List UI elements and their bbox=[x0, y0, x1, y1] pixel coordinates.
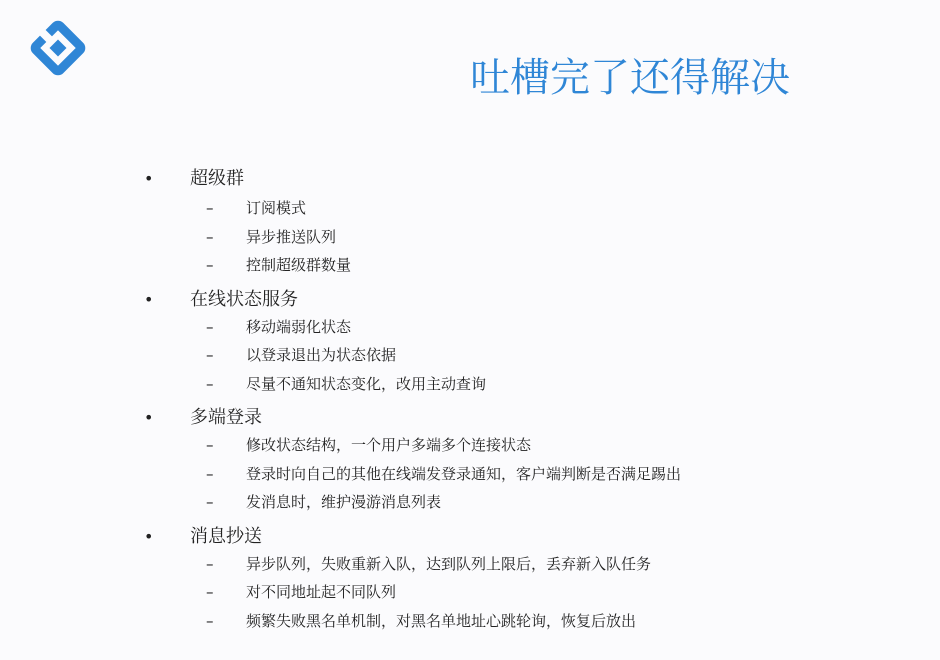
sub-item-label: 异步队列，失败重新入队，达到队列上限后，丢弃新入队任务 bbox=[246, 554, 652, 573]
bullet-dot-icon: • bbox=[144, 526, 154, 546]
dash-icon: – bbox=[206, 227, 214, 246]
bullet-label: 消息抄送 bbox=[190, 525, 262, 547]
bullet-item bbox=[140, 524, 920, 550]
sub-item-label: 修改状态结构，一个用户多端多个连接状态 bbox=[246, 436, 532, 454]
sub-item-label: 订阅模式 bbox=[246, 199, 307, 217]
sub-item-label: 控制超级群数量 bbox=[246, 256, 352, 274]
bullet-dot-icon: • bbox=[144, 408, 154, 427]
bullet-item bbox=[140, 405, 920, 431]
sub-item bbox=[140, 607, 920, 636]
sub-item bbox=[140, 460, 920, 489]
page-title: 吐槽完了还得解决 bbox=[470, 55, 790, 101]
sub-item-label: 发消息时，维护漫游消息列表 bbox=[246, 493, 442, 511]
sub-item bbox=[140, 341, 920, 370]
dash-icon: – bbox=[206, 256, 214, 274]
section-super-group bbox=[140, 166, 920, 280]
dash-icon: – bbox=[206, 464, 214, 483]
sub-item bbox=[140, 488, 920, 517]
bullet-label: 在线状态服务 bbox=[190, 288, 298, 310]
sub-item bbox=[140, 431, 920, 460]
section-message-cc bbox=[140, 524, 920, 636]
dash-icon: – bbox=[206, 317, 214, 336]
bullet-list bbox=[140, 166, 920, 642]
section-multi-login bbox=[140, 405, 920, 517]
sub-item bbox=[140, 370, 920, 399]
sub-item bbox=[140, 578, 920, 607]
sub-item-label: 移动端弱化状态 bbox=[246, 317, 352, 336]
dash-icon: – bbox=[206, 583, 214, 601]
sub-item-label: 对不同地址起不同队列 bbox=[246, 583, 397, 601]
sub-item-label: 登录时向自己的其他在线端发登录通知，客户端判断是否满足踢出 bbox=[246, 464, 682, 483]
sub-item bbox=[140, 223, 920, 252]
bullet-label: 多端登录 bbox=[190, 407, 262, 428]
dash-icon: – bbox=[206, 554, 214, 573]
bullet-dot-icon: • bbox=[144, 169, 154, 188]
section-online-status bbox=[140, 287, 920, 399]
sub-item-label: 异步推送队列 bbox=[246, 227, 337, 246]
bullet-item bbox=[140, 166, 920, 194]
bullet-label: 超级群 bbox=[190, 168, 244, 189]
sub-item-label: 频繁失败黑名单机制，对黑名单地址心跳轮询，恢复后放出 bbox=[246, 611, 637, 630]
sub-item bbox=[140, 313, 920, 342]
bullet-item bbox=[140, 287, 920, 313]
sub-item bbox=[140, 550, 920, 579]
dash-icon: – bbox=[206, 611, 214, 630]
dash-icon: – bbox=[206, 493, 214, 511]
bullet-dot-icon: • bbox=[144, 289, 154, 309]
sub-item bbox=[140, 251, 920, 280]
sub-item bbox=[140, 194, 920, 223]
dash-icon: – bbox=[206, 199, 214, 217]
dash-icon: – bbox=[206, 436, 214, 454]
sub-item-label: 尽量不通知状态变化，改用主动查询 bbox=[246, 374, 487, 393]
dash-icon: – bbox=[206, 374, 214, 393]
dash-icon: – bbox=[206, 346, 214, 364]
sub-item-label: 以登录退出为状态依据 bbox=[246, 346, 397, 364]
